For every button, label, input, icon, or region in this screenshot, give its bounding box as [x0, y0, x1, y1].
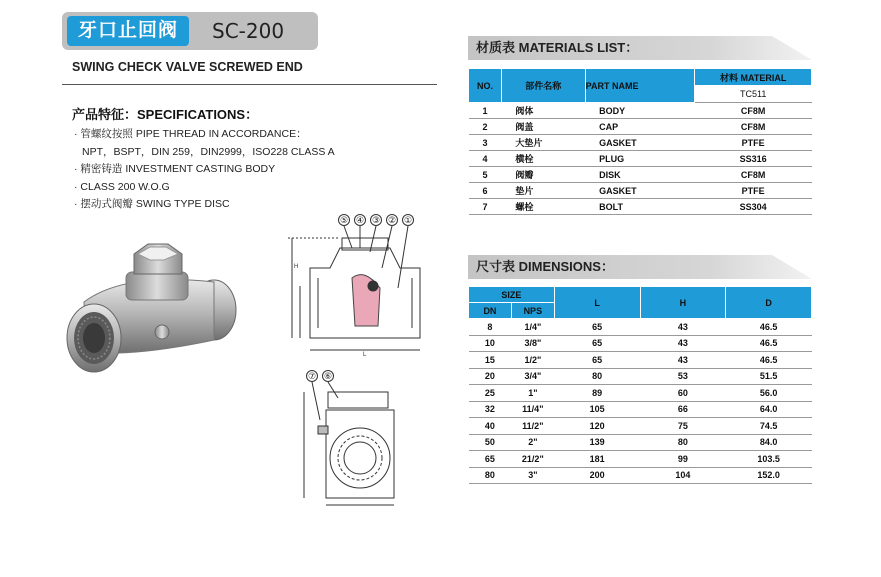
col-l: L: [554, 287, 640, 319]
cell-nps: 1/4": [511, 319, 554, 336]
cell-part-en: PLUG: [585, 151, 695, 167]
cell-nps: 1": [511, 385, 554, 402]
cell-no: 7: [469, 199, 502, 215]
cell-material: SS316: [695, 151, 812, 167]
callout-7: ⑦: [307, 372, 317, 382]
svg-text:L: L: [363, 352, 367, 358]
table-row: [469, 401, 812, 418]
cell-d: 46.5: [726, 335, 812, 352]
cell-no: 5: [469, 167, 502, 183]
cell-d: 64.0: [726, 401, 812, 418]
cell-part-en: BOLT: [585, 199, 695, 215]
cell-d: 51.5: [726, 368, 812, 385]
cell-l: 200: [554, 467, 640, 484]
cell-part-en: BODY: [585, 103, 695, 119]
cell-material: PTFE: [695, 183, 812, 199]
col-material: 材料 MATERIAL: [695, 69, 812, 86]
materials-banner: [468, 36, 812, 60]
cell-h: 104: [640, 467, 726, 484]
table-row: [469, 151, 812, 167]
cell-l: 80: [554, 368, 640, 385]
cell-d: 56.0: [726, 385, 812, 402]
cell-nps: 21/2": [511, 451, 554, 468]
cell-part-cn: 横栓: [501, 151, 585, 167]
valve-section-drawing: [270, 208, 435, 358]
divider: [62, 84, 437, 85]
specifications-list: [74, 126, 335, 214]
cell-h: 60: [640, 385, 726, 402]
cell-h: 43: [640, 352, 726, 369]
cell-d: 103.5: [726, 451, 812, 468]
cell-part-cn: 螺栓: [501, 199, 585, 215]
cell-l: 139: [554, 434, 640, 451]
table-row: [469, 135, 812, 151]
col-material-code: TC511: [695, 86, 812, 103]
table-row: [469, 467, 812, 484]
cell-no: 2: [469, 119, 502, 135]
cell-dn: 32: [469, 401, 512, 418]
cell-dn: 40: [469, 418, 512, 435]
cell-dn: 80: [469, 467, 512, 484]
cell-d: 84.0: [726, 434, 812, 451]
cell-l: 89: [554, 385, 640, 402]
cell-h: 99: [640, 451, 726, 468]
spec-line: · CLASS 200 W.O.G: [74, 180, 170, 193]
table-row: [469, 119, 812, 135]
cell-dn: 10: [469, 335, 512, 352]
cell-h: 53: [640, 368, 726, 385]
cell-dn: 65: [469, 451, 512, 468]
cell-part-en: GASKET: [585, 135, 695, 151]
cell-h: 75: [640, 418, 726, 435]
title-cn: 牙口止回阀: [67, 16, 189, 46]
cell-part-en: GASKET: [585, 183, 695, 199]
spec-line: · 精密铸造 INVESTMENT CASTING BODY: [74, 163, 276, 176]
cell-dn: 8: [469, 319, 512, 336]
cell-dn: 50: [469, 434, 512, 451]
table-row: [469, 352, 812, 369]
cell-nps: 11/2": [511, 418, 554, 435]
callout-1: ①: [403, 216, 413, 226]
dimensions-table: [468, 286, 812, 484]
spec-line: · 管螺纹按照 PIPE THREAD IN ACCORDANCE：: [74, 128, 307, 140]
materials-table: [468, 68, 812, 215]
dimensions-banner: [468, 255, 812, 279]
title-banner: [62, 12, 318, 50]
cell-material: PTFE: [695, 135, 812, 151]
col-h: H: [640, 287, 726, 319]
table-row: [469, 451, 812, 468]
cell-part-en: DISK: [585, 167, 695, 183]
cell-nps: 3/4": [511, 368, 554, 385]
table-row: [469, 319, 812, 336]
callout-2: ②: [387, 216, 397, 226]
valve-photo: [64, 232, 254, 402]
specifications-heading: 产品特征：SPECIFICATIONS：: [72, 107, 259, 122]
table-row: [469, 434, 812, 451]
cell-d: 46.5: [726, 352, 812, 369]
cell-l: 65: [554, 319, 640, 336]
table-row: [469, 418, 812, 435]
cell-material: CF8M: [695, 103, 812, 119]
cell-h: 43: [640, 335, 726, 352]
cell-h: 43: [640, 319, 726, 336]
dimensions-heading: 尺寸表 DIMENSIONS：: [476, 259, 614, 274]
callout-4: ④: [355, 216, 365, 226]
cell-nps: 3/8": [511, 335, 554, 352]
col-part-en: PART NAME: [585, 69, 695, 103]
col-dn: DN: [469, 303, 512, 319]
materials-rows: [469, 103, 812, 215]
cell-dn: 25: [469, 385, 512, 402]
cell-l: 120: [554, 418, 640, 435]
col-d: D: [726, 287, 812, 319]
col-part-cn: 部件名称: [501, 69, 585, 103]
table-row: [469, 368, 812, 385]
cell-part-cn: 阀瓣: [501, 167, 585, 183]
cell-part-en: CAP: [585, 119, 695, 135]
cell-part-cn: 阀体: [501, 103, 585, 119]
spec-line: NPT，BSPT，DIN 259，DIN2999，ISO228 CLASS A: [82, 145, 335, 158]
spec-line: · 摆动式阀瓣 SWING TYPE DISC: [74, 198, 230, 211]
cell-h: 80: [640, 434, 726, 451]
callout-6: ⑥: [323, 372, 333, 382]
col-size: SIZE: [469, 287, 555, 303]
table-row: [469, 183, 812, 199]
cell-h: 66: [640, 401, 726, 418]
cell-d: 46.5: [726, 319, 812, 336]
cell-no: 3: [469, 135, 502, 151]
cell-no: 6: [469, 183, 502, 199]
cell-part-cn: 垫片: [501, 183, 585, 199]
callout-5: ⑤: [339, 216, 349, 226]
cell-l: 65: [554, 335, 640, 352]
cell-nps: 3": [511, 467, 554, 484]
valve-end-view-drawing: [290, 360, 420, 510]
cell-material: SS304: [695, 199, 812, 215]
cell-part-cn: 阀盖: [501, 119, 585, 135]
svg-text:H: H: [294, 264, 299, 270]
cell-no: 1: [469, 103, 502, 119]
callout-3: ③: [371, 216, 381, 226]
cell-part-cn: 大垫片: [501, 135, 585, 151]
materials-heading: 材质表 MATERIALS LIST：: [476, 40, 639, 55]
cell-material: CF8M: [695, 167, 812, 183]
cell-dn: 15: [469, 352, 512, 369]
cell-material: CF8M: [695, 119, 812, 135]
cell-d: 152.0: [726, 467, 812, 484]
cell-l: 105: [554, 401, 640, 418]
cell-nps: 1/2": [511, 352, 554, 369]
dimensions-rows: [469, 319, 812, 484]
col-no: NO.: [469, 69, 502, 103]
cell-d: 74.5: [726, 418, 812, 435]
product-subtitle: SWING CHECK VALVE SCREWED END: [72, 60, 303, 74]
cell-dn: 20: [469, 368, 512, 385]
table-row: [469, 335, 812, 352]
cell-l: 65: [554, 352, 640, 369]
table-row: [469, 167, 812, 183]
table-row: [469, 103, 812, 119]
cell-nps: 11/4": [511, 401, 554, 418]
col-nps: NPS: [511, 303, 554, 319]
cell-no: 4: [469, 151, 502, 167]
cell-l: 181: [554, 451, 640, 468]
cell-nps: 2": [511, 434, 554, 451]
table-row: [469, 385, 812, 402]
model-number: SC-200: [212, 19, 285, 43]
table-row: [469, 199, 812, 215]
